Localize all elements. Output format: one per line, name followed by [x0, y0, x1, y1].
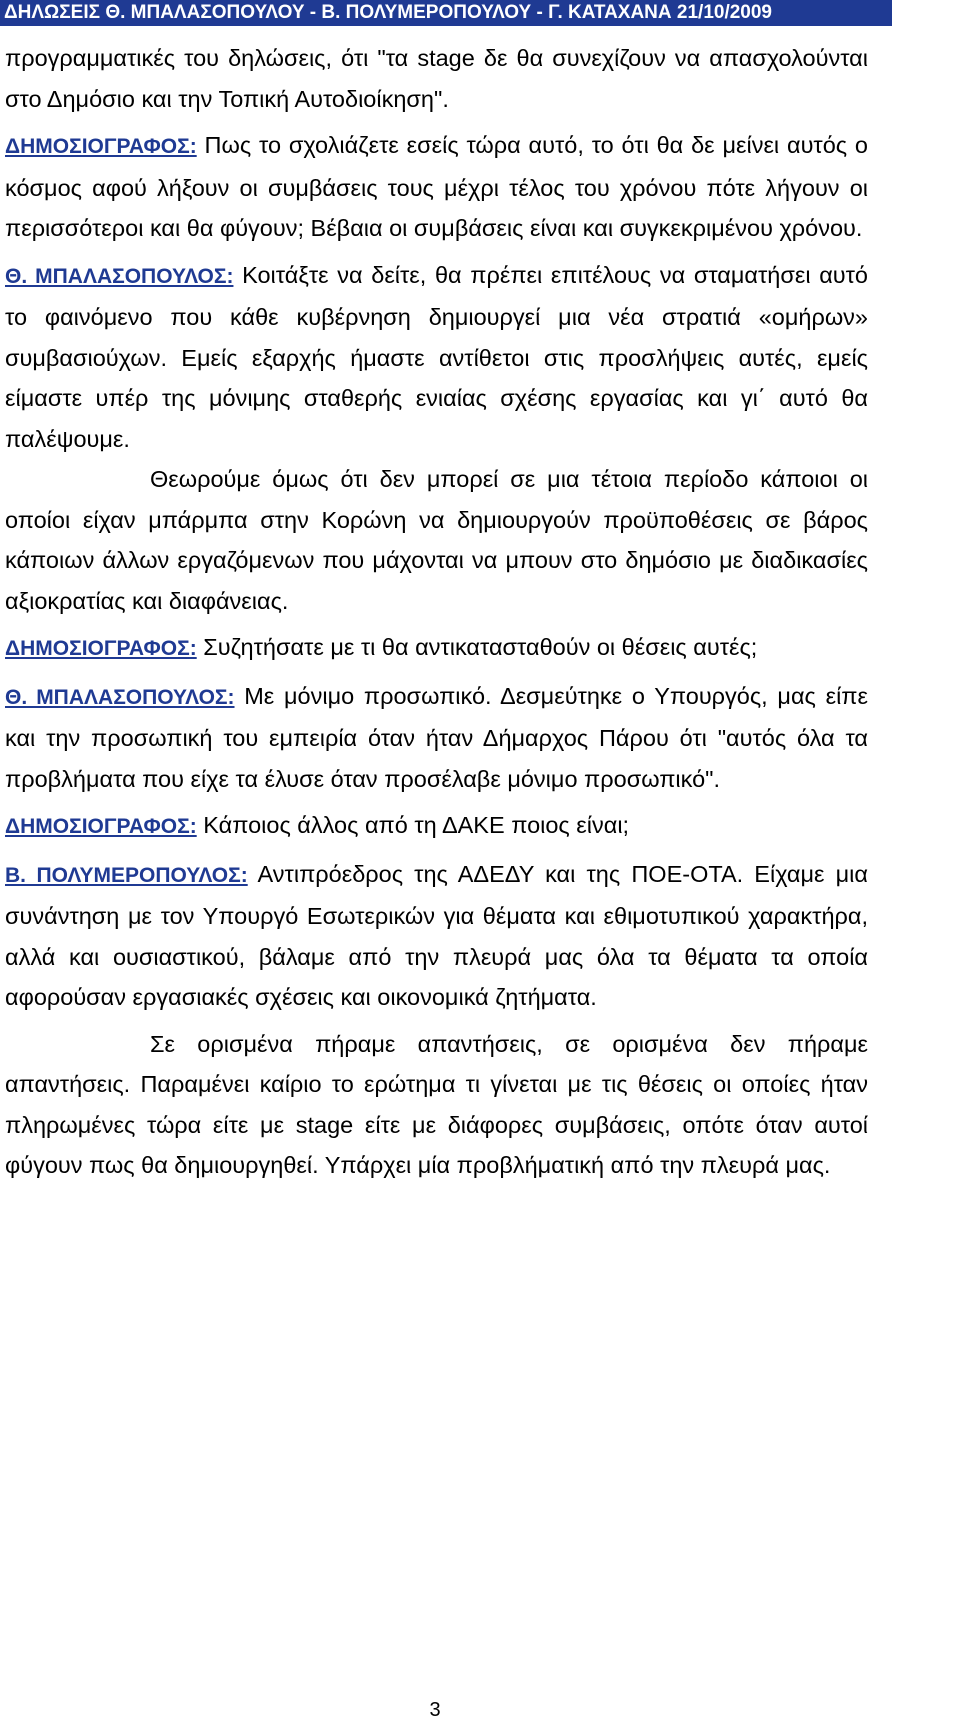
paragraph: [5, 255, 868, 460]
speaker-label: Θ. ΜΠΑΛΑΣΟΠΟΥΛΟΣ:: [5, 685, 235, 709]
paragraph: [5, 38, 868, 119]
paragraph: [5, 676, 868, 800]
paragraph-text: προγραμματικές του δηλώσεις, ότι "τα stage δε θα συνεχίζουν να απασχολούνται στο Δημόσιο και την Τοπική Αυτοδιοίκηση".: [5, 45, 868, 112]
speaker-label: Θ. ΜΠΑΛΑΣΟΠΟΥΛΟΣ:: [5, 264, 234, 288]
paragraph-text: Σε ορισμένα πήραμε απαντήσεις, σε ορισμένα δεν πήραμε απαντήσεις. Παραμένει καίριο το ερώτημα τι γίνεται με τις θέσεις οι οποίες ήταν πληρωμένες τώρα είτε με stage είτε με διάφορες συμβάσεις, οπότε όταν αυτοί φύγουν πως θα δημιουργηθεί. Υπάρχει μία προβλήματική από την πλευρά μας.: [5, 1030, 868, 1178]
page-number: 3: [429, 1699, 441, 1721]
paragraph: [5, 1024, 868, 1186]
paragraph: [5, 805, 868, 848]
paragraph-text: Με μόνιμο προσωπικό. Δεσμεύτηκε ο Υπουργός, μας είπε και την προσωπική του εμπειρία όταν ήταν Δήμαρχος Πάρου ότι "αυτός όλα τα προβλήματα που είχε τα έλυσε όταν προσέλαβε μόνιμο προσωπικό".: [5, 682, 868, 792]
document-header: ΔΗΛΩΣΕΙΣ Θ. ΜΠΑΛΑΣΟΠΟΥΛΟΥ - Β. ΠΟΛΥΜΕΡΟΠΟΥΛΟΥ - Γ. ΚΑΤΑΧΑΝΑ 21/10/2009: [0, 0, 892, 26]
paragraph-text: Πως το σχολιάζετε εσείς τώρα αυτό, το ότι θα δε μείνει αυτός ο κόσμος αφού λήξουν οι συμβάσεις τους μέχρι τέλος του χρόνου πότε λήγουν οι περισσότεροι και θα φύγουν; Βέβαια οι συμβάσεις είναι και συγκεκριμένου χρόνου.: [5, 132, 868, 241]
speaker-label: ΔΗΜΟΣΙΟΓΡΑΦΟΣ:: [5, 815, 197, 838]
paragraph: [5, 854, 868, 1018]
paragraph: [5, 125, 868, 249]
speaker-label: ΔΗΜΟΣΙΟΓΡΑΦΟΣ:: [5, 637, 197, 660]
paragraph-text: Θεωρούμε όμως ότι δεν μπορεί σε μια τέτοια περίοδο κάποιοι οι οποίοι είχαν μπάρμπα στην Κορώνη να δημιουργούν προϋποθέσεις σε βάρος κάποιων άλλων εργαζόμενων που μάχονται να μπουν στο δημόσιο με διαδικασίες αξιοκρατίας και διαφάνειας.: [5, 466, 868, 614]
paragraph-text: Αντιπρόεδρος της ΑΔΕΔΥ και της ΠΟΕ-ΟΤΑ. Είχαμε μια συνάντηση με τον Υπουργό Εσωτερικών για θέματα και εθιμοτυπικού χαρακτήρα, αλλά και ουσιαστικού, βάλαμε από την πλευρά μας όλα τα θέματα τα οποία αφορούσαν εργασιακές σχέσεις και οικονομικά ζητήματα.: [5, 860, 868, 1010]
document-body: [5, 38, 868, 1186]
paragraph: [5, 459, 868, 621]
speaker-label: Β. ΠΟΛΥΜΕΡΟΠΟΥΛΟΣ:: [5, 863, 248, 887]
paragraph-text: Συζητήσατε με τι θα αντικατασταθούν οι θέσεις αυτές;: [196, 634, 758, 660]
speaker-label: ΔΗΜΟΣΙΟΓΡΑΦΟΣ:: [5, 135, 197, 158]
paragraph-text: Κοιτάξτε να δείτε, θα πρέπει επιτέλους να σταματήσει αυτό το φαινόμενο που κάθε κυβέρνηση δημιουργεί μια νέα στρατιά «ομήρων» συμβασιούχων. Εμείς εξαρχής ήμαστε αντίθετοι στις προσλήψεις αυτές, εμείς είμαστε υπέρ της μόνιμης σταθερής ενιαίας σχέσης εργασίας και γι΄ αυτό θα παλέψουμε.: [5, 261, 868, 452]
paragraph-text: Κάποιος άλλος από τη ΔΑΚΕ ποιος είναι;: [196, 812, 630, 838]
paragraph: [5, 627, 868, 670]
